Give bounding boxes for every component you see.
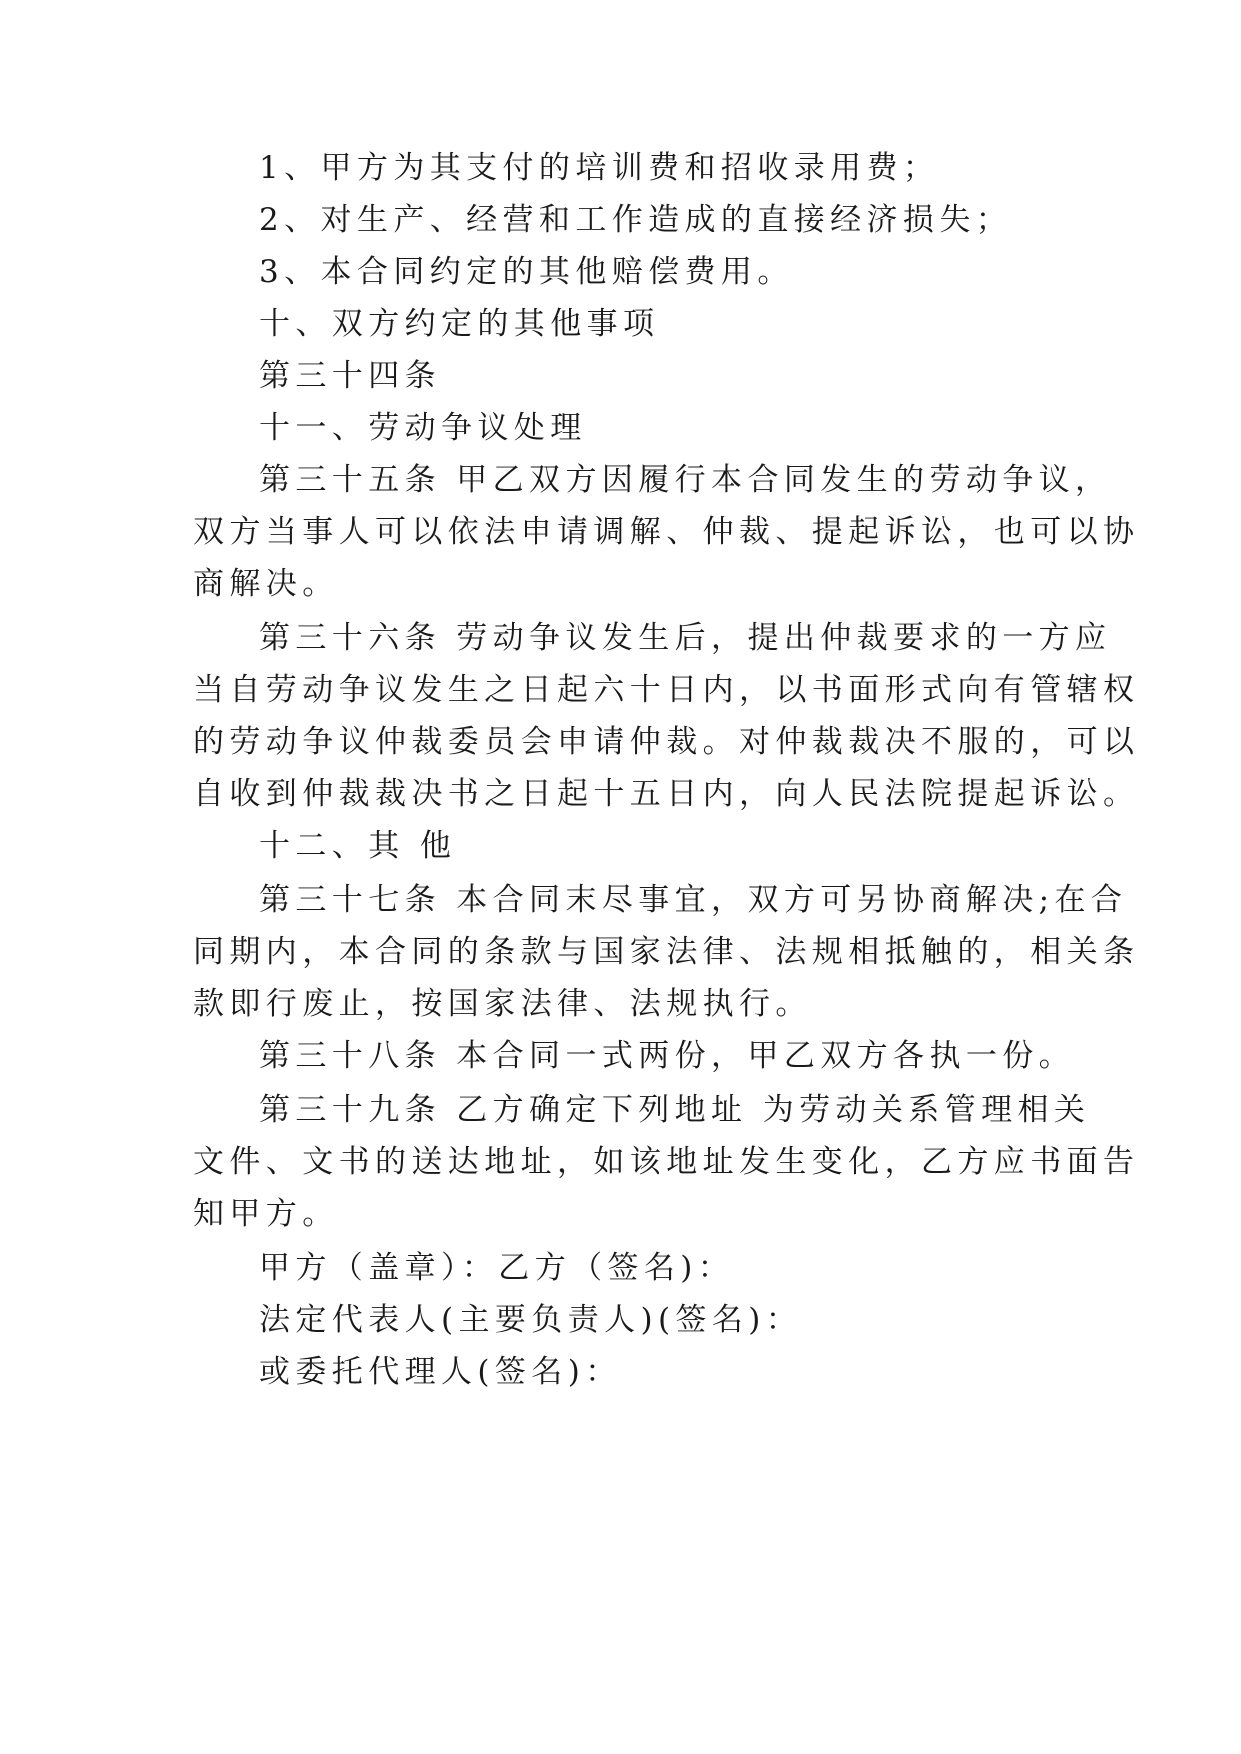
article-37-line-1: 第三十七条 本合同末尽事宜，双方可另协商解决;在合: [259, 882, 1128, 918]
article-37-line-2: 同期内，本合同的条款与国家法律、法规相抵触的，相关条: [193, 934, 1140, 970]
article-36-line-3: 的劳动争议仲裁委员会申请仲裁。对仲裁裁决不服的，可以: [193, 724, 1140, 760]
section-heading-dispute-resolution: 十一、劳动争议处理: [259, 410, 587, 446]
article-36-line-1: 第三十六条 劳动争议发生后，提出仲裁要求的一方应: [259, 620, 1112, 656]
article-34: 第三十四条: [259, 358, 441, 394]
section-heading-other: 十二、其 他: [259, 828, 457, 864]
list-item-direct-loss: 2、对生产、经营和工作造成的直接经济损失；: [259, 202, 1013, 238]
signature-legal-representative: 法定代表人(主要负责人)(签名)：: [259, 1302, 803, 1338]
article-39-line-2: 文件、文书的送达地址，如该地址发生变化，乙方应书面告: [193, 1144, 1140, 1180]
signature-party-a-b: 甲方（盖章）：乙方（签名)：: [259, 1250, 735, 1286]
article-35-line-1: 第三十五条 甲乙双方因履行本合同发生的劳动争议，: [259, 462, 1112, 498]
signature-authorized-agent: 或委托代理人(签名)：: [259, 1354, 622, 1390]
list-item-training-fee: 1、甲方为其支付的培训费和招收录用费；: [259, 150, 940, 186]
article-36-line-4: 自收到仲裁裁决书之日起十五日内，向人民法院提起诉讼。: [193, 776, 1140, 812]
article-39-line-3: 知甲方。: [193, 1196, 339, 1232]
list-item-other-compensation: 3、本合同约定的其他赔偿费用。: [259, 254, 794, 290]
article-36-line-2: 当自劳动争议发生之日起六十日内，以书面形式向有管辖权: [193, 672, 1140, 708]
article-35-line-3: 商解决。: [193, 566, 339, 602]
article-35-line-2: 双方当事人可以依法申请调解、仲裁、提起诉讼，也可以协: [193, 514, 1140, 550]
article-39-line-1: 第三十九条 乙方确定下列地址 为劳动关系管理相关: [259, 1092, 1091, 1128]
article-37-line-3: 款即行废止，按国家法律、法规执行。: [193, 986, 812, 1022]
section-heading-other-matters: 十、双方约定的其他事项: [259, 306, 660, 342]
article-38: 第三十八条 本合同一式两份，甲乙双方各执一份。: [259, 1038, 1076, 1074]
